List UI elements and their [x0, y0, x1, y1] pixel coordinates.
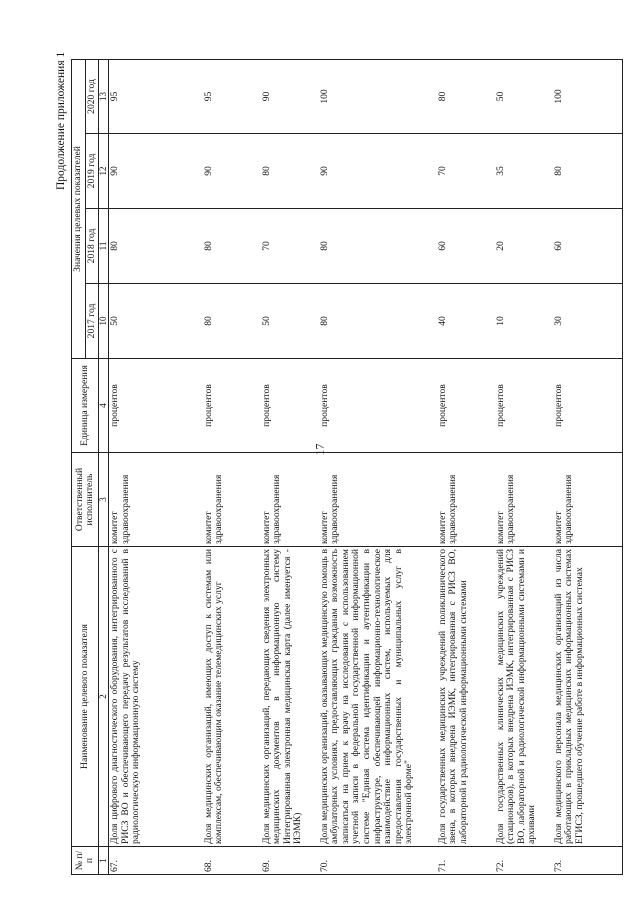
column-index: 12 [99, 134, 109, 209]
unit: процентов [495, 359, 553, 453]
page-number: 17 [312, 443, 327, 456]
value-2020: 100 [319, 59, 437, 133]
column-index: 13 [99, 59, 109, 133]
column-index: 1 [99, 847, 109, 875]
responsible-executor: комитет здравоохранения [203, 453, 261, 547]
header-year: 2019 год [85, 134, 99, 209]
value-2018: 60 [553, 209, 623, 284]
header-year: 2020 год [85, 59, 99, 133]
value-2020: 50 [495, 59, 553, 133]
column-index: 11 [99, 209, 109, 284]
indicator-name: Доля медицинских организаций, имеющих доступ к системам или комплексам, обеспечивающим оказание телемедицинских услуг [203, 547, 261, 847]
value-2019: 35 [495, 134, 553, 209]
header-unit: Единица измерения [72, 359, 99, 453]
value-2018: 80 [319, 209, 437, 284]
unit: процентов [553, 359, 623, 453]
table-row [261, 59, 319, 874]
unit: процентов [319, 359, 437, 453]
unit: процентов [261, 359, 319, 453]
indicator-name: Доля государственных медицинских учреждений поликлинического звена, в которых внедрена ИЭМК, интегрированная с РИСЗ ВО, лабораторной и радиологической информационными системами [437, 547, 495, 847]
table-row [553, 59, 623, 874]
value-2020: 90 [261, 59, 319, 133]
value-2017: 80 [319, 284, 437, 359]
table-row [319, 59, 437, 874]
value-2020: 95 [203, 59, 261, 133]
value-2018: 80 [109, 209, 203, 284]
unit: процентов [109, 359, 203, 453]
responsible-executor: комитет здравоохранения [319, 453, 437, 547]
value-2018: 80 [203, 209, 261, 284]
value-2018: 70 [261, 209, 319, 284]
value-2020: 80 [437, 59, 495, 133]
row-number: 71. [437, 847, 495, 875]
header-responsible: Ответственный исполнитель [72, 453, 99, 547]
table-header [72, 59, 109, 874]
value-2020: 95 [109, 59, 203, 133]
value-2019: 70 [437, 134, 495, 209]
table-body [109, 59, 623, 874]
row-number: 67. [109, 847, 203, 875]
value-2018: 20 [495, 209, 553, 284]
responsible-executor: комитет здравоохранения [437, 453, 495, 547]
row-number: 72. [495, 847, 553, 875]
column-index: 2 [99, 547, 109, 847]
table-row [203, 59, 261, 874]
value-2017: 10 [495, 284, 553, 359]
value-2017: 50 [109, 284, 203, 359]
responsible-executor: комитет здравоохранения [495, 453, 553, 547]
value-2019: 80 [553, 134, 623, 209]
row-number: 69. [261, 847, 319, 875]
column-index: 3 [99, 453, 109, 547]
header-year: 2017 год [85, 284, 99, 359]
value-2017: 30 [553, 284, 623, 359]
unit: процентов [437, 359, 495, 453]
column-index: 10 [99, 284, 109, 359]
indicator-name: Доля медицинских организаций, передающих сведения электронных медицинских документов в информационную систему Интегрированная электронная медицинская карта (далее именуется - ИЭМК) [261, 547, 319, 847]
indicators-table [71, 59, 623, 875]
value-2018: 60 [437, 209, 495, 284]
continuation-note: Продолжение приложения 1 [55, 51, 67, 190]
row-number: 70. [319, 847, 437, 875]
unit: процентов [203, 359, 261, 453]
header-year: 2018 год [85, 209, 99, 284]
indicator-name: Доля медицинских организаций, оказывающих медицинскую помощь в амбулаторных условиях, предоставляющих гражданам возможность записаться на прием к врачу на исследования с использованием учетной записи в федеральной государственной информационной системе "Единая система идентификации и аутентификации в инфраструктуре, обеспечивающей информационно-технологическое взаимодействие информационных систем, используемых для предоставления государственных и муниципальных услуг в электронной форме" [319, 547, 437, 847]
value-2019: 90 [319, 134, 437, 209]
value-2017: 40 [437, 284, 495, 359]
indicator-name: Доля государственных клинических медицинских учреждений (стационаров), в которых внедрена ИЭМК, интегрированная с РИСЗ ВО, лабораторной и радиологической информационными системами и архивами [495, 547, 553, 847]
row-number: 68. [203, 847, 261, 875]
value-2020: 100 [553, 59, 623, 133]
header-name: Наименование целевого показателя [72, 547, 99, 847]
value-2017: 80 [203, 284, 261, 359]
value-2019: 90 [109, 134, 203, 209]
column-index: 4 [99, 359, 109, 453]
responsible-executor: комитет здравоохранения [553, 453, 623, 547]
indicator-name: Доля цифрового диагностического оборудования, интегрированного с РИСЗ ВО и обеспечивающего передачу результатов исследований в радиологическую информационную систему [109, 547, 203, 847]
value-2019: 80 [261, 134, 319, 209]
indicator-name: Доля медицинского персонала медицинских организаций из числа работающих в прикладных медицинских информационных системах ЕГИСЗ, прошедшего обучение работе в информационных системах [553, 547, 623, 847]
value-2017: 50 [261, 284, 319, 359]
responsible-executor: комитет здравоохранения [109, 453, 203, 547]
value-2019: 90 [203, 134, 261, 209]
row-number: 73. [553, 847, 623, 875]
table-row [495, 59, 553, 874]
header-num: № п/п [72, 847, 99, 875]
header-values: Значения целевых показателей [72, 59, 86, 358]
responsible-executor: комитет здравоохранения [261, 453, 319, 547]
table-row [437, 59, 495, 874]
table-row [109, 59, 203, 874]
